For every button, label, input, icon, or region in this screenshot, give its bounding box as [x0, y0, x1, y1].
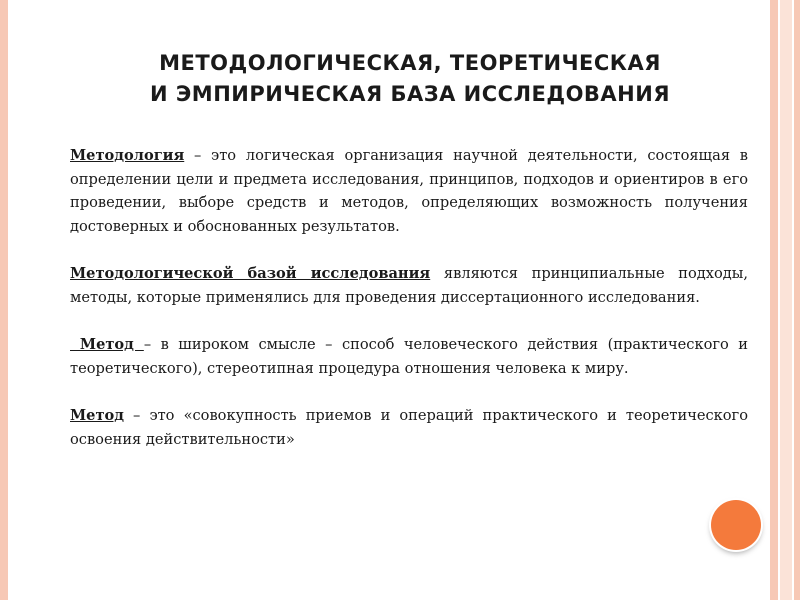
paragraph-methodological-base	[70, 262, 748, 309]
slide-title	[60, 48, 760, 110]
term-methodological-base: Методологической базой исследования	[70, 265, 431, 282]
definition-methodology: – это логическая организация научной деятельности, состоящая в определении цели и предмета исследования, принципов, подходов и ориентиров в его проведении, выборе средств и методов, определяющих возможность получения достоверных и обоснованных результатов.	[70, 147, 748, 235]
right-decorative-stripe-light	[780, 0, 792, 600]
slide-title-line-1: МЕТОДОЛОГИЧЕСКАЯ, ТЕОРЕТИЧЕСКАЯ	[159, 51, 661, 75]
slide-body	[70, 144, 748, 475]
slide-title-line-2: И ЭМПИРИЧЕСКАЯ БАЗА ИССЛЕДОВАНИЯ	[150, 82, 670, 106]
term-methodology: Методология	[70, 147, 185, 164]
definition-method-broad: – в широком смысле – способ человеческого действия (практического и теоретического), стереотипная процедура отношения человека к миру.	[70, 336, 748, 377]
right-decorative-stripe	[770, 0, 778, 600]
definition-method-quote: – это «совокупность приемов и операций практического и теоретического освоения действительности»	[70, 407, 748, 448]
right-decorative-stripe-edge	[794, 0, 800, 600]
orange-circle-decoration	[711, 500, 761, 550]
paragraph-method-quote	[70, 404, 748, 451]
term-method-broad: Метод	[70, 336, 144, 353]
paragraph-methodology	[70, 144, 748, 238]
paragraph-method-broad	[70, 333, 748, 380]
definition-methodological-base: являются принципиальные подходы, методы, которые применялись для проведения диссертационного исследования.	[70, 265, 749, 306]
left-decorative-stripe	[0, 0, 8, 600]
term-method-quote: Метод	[70, 407, 124, 424]
